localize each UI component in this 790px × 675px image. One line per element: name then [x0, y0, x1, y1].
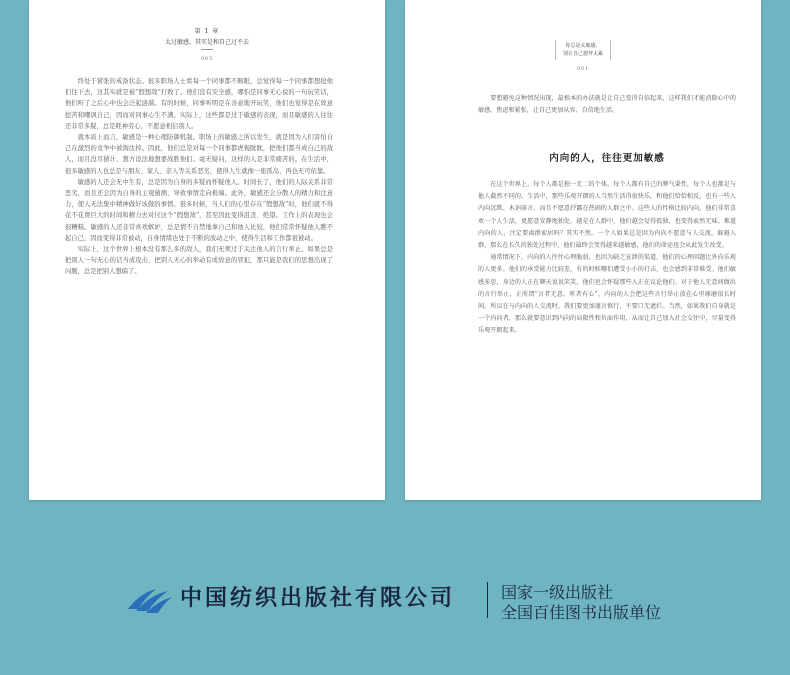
- publisher-name: 中国纺织出版社有限公司: [180, 585, 456, 611]
- header-divider: [201, 49, 213, 50]
- left-page-body: [65, 76, 333, 278]
- paragraph: 终处于紧张的戒备状态。很多职场人士看每一个同事都不顺眼，总觉得每一个同事都想抢他们往下去，这其实就是被“假想敌”打败了。他们没有安全感，哪怕是同事无心说的一句玩笑话，他们听了之后心中也会泛起涟漪。有的时候，同事听明是在善意地开玩笑，他们也觉得是在故意挖苦和嘲讽自己，因而对同事心生不满。实际上，这些都是过于敏感的表现，而且敏感的人往往还非常多疑，总是耗神劳心，不愿意相信别人。: [65, 78, 333, 130]
- page-number: 001: [576, 66, 590, 72]
- chapter-header: [29, 28, 385, 62]
- chapter-title-line1: 你总是太敏感，: [565, 43, 601, 49]
- page-number: 005: [200, 56, 214, 62]
- paragraph: 就本质上而言，敏感是一种心理防御机制。职场上的敏感之所以发生，就是因为人们害怕自己在激烈的竞争中被淘汰掉。因此，他们总是对每一个同事都虎视眈眈，把他们都当成自己的敌人，而且没尽猜计、想方设法地想要战胜他们。毫无疑问，这样的人是非常痛苦的。在生活中，很多敏感的人也总是与朋友、家人、亲人等关系恶劣，使得人生就像一座孤岛，再也无可依靠。: [65, 134, 333, 175]
- paragraph: 在这个世界上，每个人都是独一无二的个体，每个人都有自己的脾气秉性，每个人也都是与他人截然不同的。生活中，那些乐观开朗的人当然生活得很快乐，和他们恰恰相反，也有一些人内向沉默、木讷寡言，而且不愿意抒露在热闹的人群之中。这些人的性格比较内向，他们非常喜欢一个人生活，更愿意安静地独处，越是在人群中，他们越会觉得孤独，也变得索然无味。难道内向的人，注定要离群索居吗？其实不然。一个人如果总是因为内向不愿意与人交流，躲避人群，那么在长久的独处过程中，他们最终会变得越来越敏感，他们的命运也会从此发生改变。: [478, 181, 736, 250]
- paragraph: 实际上，这个世界上根本没有那么多的敌人，我们无须过于关注他人的言行举止。如果总是把别人一句无心的话当成攻击，把别人无心的举动有或故意的冒犯，那只能是我们的思想出现了问题，总是把别人想偏了。: [65, 246, 333, 276]
- paragraph: 通常情况下，内向的人往往心理脆弱，也因为缺乏宣泄的渠道，他们的心理问题比外向乐观的人更多。他们的承受能力比较差，有的时候哪怕遭受小小的打击，也会感到非常难受。他们敏感多思，身边的人正在聊天说说笑笑，他们也会怀疑那些人正在议论他们。对于他人无意间做出的言行举止，正所谓“言者无意，听者有心”，内向的人会把这些言行举止放在心里琢磨很长时间。所以在与内向的人交流时，我们要更加谨言慎行，不要口无遮拦。当然，如果我们自身就是一个内向者，那么就要意识到内向的局限性和负面作用，从而让自己加入社会交往中，尽量变得乐观开朗起来。: [478, 254, 736, 335]
- chapter-label: 第 1 章: [194, 28, 220, 35]
- right-page-body: [478, 179, 736, 338]
- divider: [487, 582, 488, 618]
- publisher-tagline-1: 国家一级出版社: [501, 583, 614, 602]
- paragraph: 敏感的人还会无中生有，总是因为自身的多疑而怀疑他人。时间长了，他们的人际关系非常恶劣，而且还会因为自身的主观猜测，导致事情走向极端。此外，敏感还会分散人的精力和注意力，使人无法集中精神做好该做的事情。很多时候，当人们的心里存在“假想敌”时，他们就不得花不花费巨大的时间和精力去对付这个“假想敌”，甚至因此变得沮丧、绝望。工作上的表现也会很糟糕。敏感的人还非常喜欢嫉妒，总是情不自禁地拿自己和他人比较，他们常常怀疑他人瞧不起自己，因而变得非常被动，自身情绪也处于不断的波动之中，使得生活和工作都很被动。: [65, 178, 333, 242]
- right-page-intro: [478, 93, 736, 117]
- chapter-title-box: [555, 40, 611, 60]
- publisher-wave-logo-icon: [126, 583, 174, 615]
- section-heading: 内向的人，往往更加敏感: [549, 153, 665, 164]
- publisher-tagline-2: 全国百佳图书出版单位: [501, 603, 662, 622]
- chapter-title: 太过敏感，其实是和自己过不去: [164, 39, 249, 46]
- chapter-header: [555, 40, 611, 72]
- chapter-title-line2: 别让自己德拜太累: [562, 51, 603, 57]
- paragraph: 要想避免这种情况出现，最根本的办法就是让自己变得自信起来，这样我们才能消除心中的敏感、焦虑和紧张，让自己更加从容、自信地生活。: [478, 95, 736, 115]
